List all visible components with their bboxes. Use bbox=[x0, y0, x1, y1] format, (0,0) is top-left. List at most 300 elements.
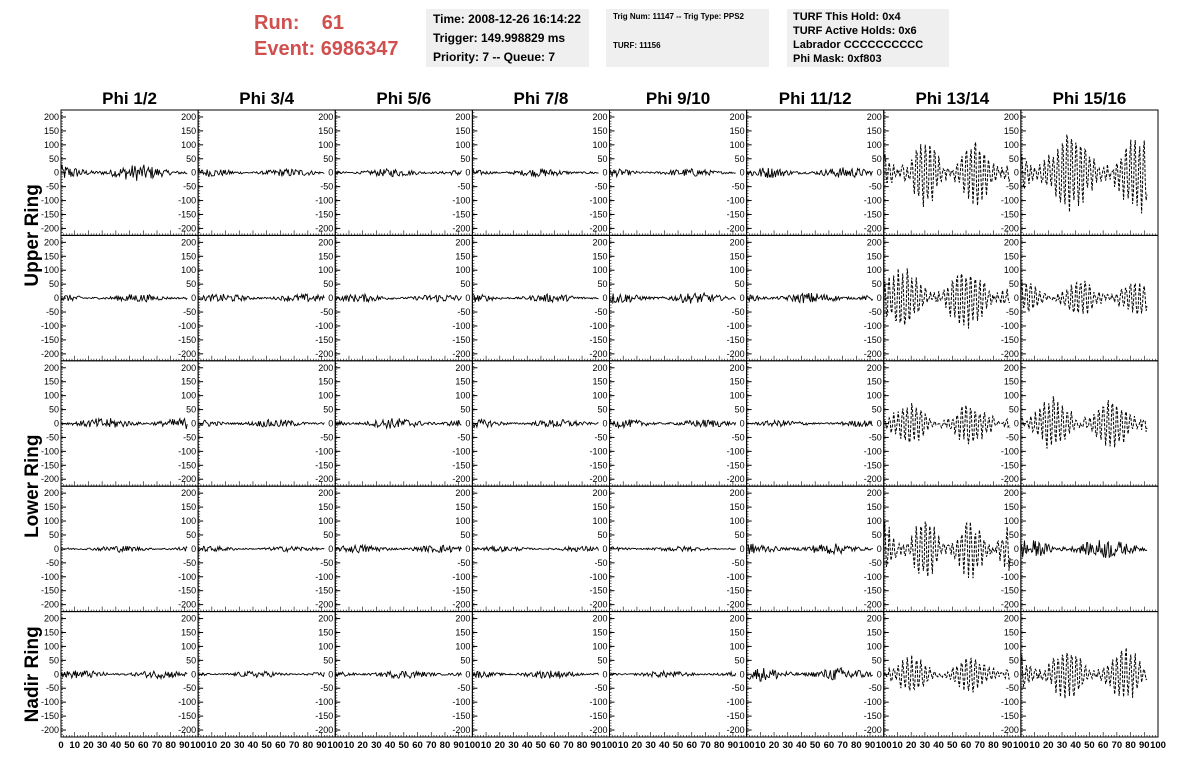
waveform-trace bbox=[198, 294, 324, 302]
x-tick-label: 80 bbox=[439, 740, 451, 751]
y-tick-label: -200 bbox=[315, 223, 334, 234]
y-tick-label: -50 bbox=[594, 307, 608, 318]
y-tick-label: 0 bbox=[1013, 669, 1019, 680]
y-tick-label: 100 bbox=[455, 641, 471, 652]
y-tick-label: 50 bbox=[460, 404, 471, 415]
y-tick-label: -200 bbox=[726, 223, 745, 234]
y-tick-label: -150 bbox=[863, 585, 882, 596]
column-header: Phi 7/8 bbox=[513, 89, 569, 108]
y-tick-label: 150 bbox=[455, 627, 471, 638]
y-tick-label: -150 bbox=[315, 209, 334, 220]
x-tick-label: 50 bbox=[947, 740, 958, 751]
y-tick-label: 200 bbox=[592, 613, 608, 624]
y-tick-label: 50 bbox=[460, 279, 471, 290]
y-tick-label: 50 bbox=[734, 655, 745, 666]
waveform-trace bbox=[198, 671, 324, 677]
y-tick-label: 50 bbox=[871, 404, 882, 415]
y-tick-label: 150 bbox=[181, 125, 197, 136]
waveform-trace bbox=[61, 546, 187, 552]
y-tick-label: 100 bbox=[1003, 641, 1019, 652]
x-tick-label: 70 bbox=[1111, 740, 1123, 751]
y-tick-label: 200 bbox=[43, 111, 59, 122]
x-tick-label: 90 bbox=[179, 740, 190, 751]
x-tick-label: 90 bbox=[1001, 740, 1013, 751]
waveform-trace bbox=[335, 671, 461, 678]
run-label: Run: bbox=[254, 12, 300, 34]
x-tick-label: 30 bbox=[371, 740, 382, 751]
waveform-panel bbox=[452, 486, 609, 611]
x-tick-label: 10 bbox=[617, 740, 629, 751]
y-tick-label: 100 bbox=[729, 641, 745, 652]
y-tick-label: 50 bbox=[734, 279, 745, 290]
waveform-trace bbox=[884, 403, 1010, 444]
y-tick-label: -50 bbox=[457, 557, 471, 568]
y-tick-label: -100 bbox=[863, 446, 882, 457]
y-tick-label: -150 bbox=[1000, 460, 1019, 471]
y-tick-label: 0 bbox=[876, 669, 882, 680]
y-tick-label: -200 bbox=[40, 599, 59, 610]
waveform-trace bbox=[472, 420, 598, 428]
x-tick-label: 80 bbox=[1125, 740, 1136, 751]
y-tick-label: 50 bbox=[734, 404, 745, 415]
waveform-panel bbox=[452, 110, 609, 235]
y-tick-label: -50 bbox=[594, 683, 608, 694]
y-tick-label: 150 bbox=[866, 125, 882, 136]
y-tick-label: -50 bbox=[868, 557, 882, 568]
y-tick-label: -50 bbox=[1005, 307, 1019, 318]
y-tick-label: 150 bbox=[43, 251, 59, 262]
y-tick-label: 200 bbox=[43, 362, 59, 373]
y-tick-label: -150 bbox=[726, 460, 745, 471]
y-tick-label: 50 bbox=[1008, 279, 1019, 290]
waveform-trace bbox=[610, 671, 736, 677]
y-tick-label: 50 bbox=[48, 655, 59, 666]
y-tick-label: 50 bbox=[323, 655, 334, 666]
waveform-trace bbox=[61, 165, 187, 181]
y-tick-label: 200 bbox=[866, 613, 882, 624]
y-tick-label: -200 bbox=[178, 599, 197, 610]
y-tick-label: 100 bbox=[318, 139, 334, 150]
x-tick-label: 60 bbox=[549, 740, 560, 751]
y-tick-label: 100 bbox=[43, 516, 59, 527]
y-tick-label: -100 bbox=[315, 195, 334, 206]
y-tick-label: -100 bbox=[178, 320, 197, 331]
y-tick-label: -50 bbox=[45, 683, 59, 694]
y-tick-label: 100 bbox=[318, 390, 334, 401]
y-tick-label: 0 bbox=[876, 418, 882, 429]
y-tick-label: 200 bbox=[729, 237, 745, 248]
y-tick-label: -150 bbox=[178, 711, 197, 722]
y-tick-label: 100 bbox=[181, 265, 197, 276]
y-tick-label: 50 bbox=[323, 404, 334, 415]
x-tick-label: 70 bbox=[288, 740, 300, 751]
y-tick-label: 100 bbox=[592, 265, 608, 276]
y-tick-label: -100 bbox=[315, 571, 334, 582]
waveform-trace bbox=[884, 655, 1010, 692]
x-tick-label: 90 bbox=[316, 740, 327, 751]
waveform-panel bbox=[1001, 612, 1158, 737]
x-tick-label: 10 bbox=[755, 740, 766, 751]
y-tick-label: -200 bbox=[589, 474, 608, 485]
waveform-trace bbox=[610, 420, 736, 428]
y-tick-label: 200 bbox=[318, 613, 334, 624]
y-tick-label: 100 bbox=[866, 139, 882, 150]
y-tick-label: 0 bbox=[465, 293, 471, 304]
y-tick-label: 150 bbox=[866, 502, 882, 513]
x-tick-label: 40 bbox=[659, 740, 670, 751]
y-tick-label: 200 bbox=[181, 362, 197, 373]
y-tick-label: 50 bbox=[186, 404, 197, 415]
y-tick-label: 0 bbox=[53, 543, 59, 554]
x-tick-label: 100 bbox=[327, 740, 344, 751]
waveform-trace bbox=[1021, 280, 1147, 314]
y-tick-label: -150 bbox=[315, 711, 334, 722]
x-tick-label: 80 bbox=[988, 740, 999, 751]
y-tick-label: -150 bbox=[315, 460, 334, 471]
y-tick-label: -200 bbox=[863, 599, 882, 610]
x-tick-label: 30 bbox=[919, 740, 931, 751]
y-tick-label: 200 bbox=[181, 111, 197, 122]
y-tick-label: 200 bbox=[455, 111, 471, 122]
y-tick-label: -150 bbox=[726, 209, 745, 220]
y-tick-label: -100 bbox=[589, 571, 608, 582]
x-tick-label: 40 bbox=[110, 740, 122, 751]
waveform-panel bbox=[864, 361, 1021, 486]
y-tick-label: -150 bbox=[1000, 334, 1019, 345]
y-tick-label: 50 bbox=[323, 529, 334, 540]
waveform-trace bbox=[61, 418, 187, 429]
y-tick-label: -200 bbox=[726, 474, 745, 485]
waveform-panel bbox=[864, 612, 1021, 737]
y-tick-label: 200 bbox=[318, 111, 334, 122]
waveform-trace bbox=[472, 546, 598, 551]
y-tick-label: 50 bbox=[186, 529, 197, 540]
y-tick-label: -100 bbox=[452, 320, 471, 331]
waveform-trace bbox=[1021, 540, 1147, 558]
x-tick-label: 90 bbox=[727, 740, 739, 751]
waveform-panel bbox=[41, 486, 198, 611]
y-tick-label: 0 bbox=[53, 669, 59, 680]
y-tick-label: 0 bbox=[876, 543, 882, 554]
column-header: Phi 1/2 bbox=[102, 89, 157, 108]
waveform-trace bbox=[747, 293, 873, 303]
y-tick-label: -150 bbox=[40, 334, 59, 345]
x-tick-label: 10 bbox=[206, 740, 218, 751]
y-tick-label: -50 bbox=[731, 683, 745, 694]
x-tick-label: 20 bbox=[1043, 740, 1054, 751]
y-tick-label: 200 bbox=[181, 237, 197, 248]
y-tick-label: -200 bbox=[452, 474, 471, 485]
y-tick-label: -150 bbox=[1000, 711, 1019, 722]
y-tick-label: -100 bbox=[726, 697, 745, 708]
y-tick-label: 0 bbox=[53, 293, 59, 304]
waveform-trace bbox=[472, 294, 598, 302]
x-tick-label: 60 bbox=[1097, 740, 1109, 751]
waveform-trace bbox=[472, 671, 598, 679]
y-tick-label: -100 bbox=[40, 195, 59, 206]
row-label: Lower Ring bbox=[22, 434, 43, 538]
waveform-trace bbox=[198, 169, 324, 177]
y-tick-label: -200 bbox=[589, 223, 608, 234]
y-tick-label: 150 bbox=[729, 376, 745, 387]
y-tick-label: 150 bbox=[455, 125, 471, 136]
y-tick-label: 200 bbox=[1003, 488, 1019, 499]
x-tick-label: 60 bbox=[823, 740, 835, 751]
y-tick-label: -200 bbox=[452, 725, 471, 736]
x-tick-label: 40 bbox=[247, 740, 259, 751]
y-tick-label: 150 bbox=[455, 251, 471, 262]
x-tick-label: 50 bbox=[809, 740, 821, 751]
waveform-panel bbox=[589, 110, 746, 235]
y-tick-label: 50 bbox=[597, 529, 608, 540]
y-tick-label: 50 bbox=[734, 153, 745, 164]
y-tick-label: -50 bbox=[320, 181, 334, 192]
x-tick-label: 30 bbox=[1056, 740, 1068, 751]
turf-text: TURF: 11156 bbox=[613, 41, 661, 50]
y-tick-label: -150 bbox=[315, 585, 334, 596]
y-tick-label: 50 bbox=[871, 529, 882, 540]
y-tick-label: 0 bbox=[191, 167, 197, 178]
y-tick-label: 200 bbox=[1003, 111, 1019, 122]
y-tick-label: 50 bbox=[186, 153, 197, 164]
x-tick-label: 70 bbox=[837, 740, 848, 751]
y-tick-label: -200 bbox=[40, 348, 59, 359]
y-tick-label: 50 bbox=[48, 404, 59, 415]
y-tick-label: 150 bbox=[1003, 627, 1019, 638]
y-tick-label: 50 bbox=[1008, 153, 1019, 164]
y-tick-label: 0 bbox=[328, 669, 334, 680]
y-tick-label: -200 bbox=[589, 348, 608, 359]
y-tick-label: -200 bbox=[863, 348, 882, 359]
x-tick-label: 50 bbox=[261, 740, 272, 751]
y-tick-label: -50 bbox=[1005, 432, 1019, 443]
y-tick-label: 50 bbox=[48, 279, 59, 290]
x-tick-label: 80 bbox=[302, 740, 314, 751]
waveform-trace bbox=[335, 169, 461, 177]
y-tick-label: -150 bbox=[178, 460, 197, 471]
row-label: Nadir Ring bbox=[22, 626, 43, 723]
y-tick-label: -200 bbox=[178, 474, 197, 485]
x-tick-label: 10 bbox=[69, 740, 81, 751]
y-tick-label: 50 bbox=[871, 279, 882, 290]
waveform-panel bbox=[41, 612, 198, 737]
y-tick-label: -150 bbox=[452, 711, 471, 722]
y-tick-label: 0 bbox=[328, 293, 334, 304]
y-tick-label: 0 bbox=[876, 293, 882, 304]
y-tick-label: 150 bbox=[729, 251, 745, 262]
x-tick-label: 100 bbox=[190, 740, 207, 751]
event-label: Event: bbox=[254, 38, 316, 60]
panel-frame bbox=[1021, 235, 1158, 360]
waveform-trace bbox=[335, 418, 461, 428]
y-tick-label: 100 bbox=[729, 139, 745, 150]
y-tick-label: 150 bbox=[592, 502, 608, 513]
y-tick-label: 0 bbox=[602, 293, 608, 304]
waveform-panel bbox=[178, 612, 335, 737]
y-tick-label: -100 bbox=[178, 195, 197, 206]
x-tick-label: 100 bbox=[464, 740, 481, 751]
y-tick-label: 200 bbox=[592, 111, 608, 122]
y-tick-label: 100 bbox=[1003, 265, 1019, 276]
turf-active-text: TURF Active Holds: 0x6 bbox=[793, 25, 917, 37]
x-tick-label: 10 bbox=[343, 740, 355, 751]
waveform-trace bbox=[884, 142, 1010, 207]
y-tick-label: -50 bbox=[1005, 683, 1019, 694]
column-header: Phi 11/12 bbox=[778, 89, 852, 108]
y-tick-label: -200 bbox=[1000, 223, 1019, 234]
y-tick-label: -150 bbox=[178, 334, 197, 345]
waveform-trace bbox=[610, 546, 736, 551]
x-tick-label: 50 bbox=[535, 740, 547, 751]
y-tick-label: -100 bbox=[726, 195, 745, 206]
waveform-panel bbox=[727, 612, 884, 737]
y-tick-label: -200 bbox=[1000, 348, 1019, 359]
y-tick-label: 200 bbox=[866, 488, 882, 499]
y-tick-label: 0 bbox=[191, 669, 197, 680]
y-tick-label: 100 bbox=[866, 390, 882, 401]
y-tick-label: 200 bbox=[1003, 237, 1019, 248]
y-tick-label: -200 bbox=[452, 348, 471, 359]
y-tick-label: -50 bbox=[183, 683, 197, 694]
panel-frame bbox=[1021, 612, 1158, 737]
waveform-trace bbox=[198, 420, 324, 427]
y-tick-label: -100 bbox=[452, 446, 471, 457]
y-tick-label: 50 bbox=[871, 655, 882, 666]
x-tick-label: 40 bbox=[521, 740, 533, 751]
y-tick-label: -100 bbox=[40, 571, 59, 582]
y-tick-label: 150 bbox=[729, 502, 745, 513]
y-tick-label: -50 bbox=[868, 432, 882, 443]
y-tick-label: 150 bbox=[318, 502, 334, 513]
y-tick-label: -50 bbox=[457, 181, 471, 192]
y-tick-label: -150 bbox=[1000, 585, 1019, 596]
y-tick-label: 0 bbox=[465, 167, 471, 178]
waveform-trace bbox=[61, 671, 187, 679]
y-tick-label: -150 bbox=[863, 209, 882, 220]
x-tick-label: 80 bbox=[165, 740, 176, 751]
y-tick-label: -100 bbox=[589, 195, 608, 206]
y-tick-label: 150 bbox=[181, 627, 197, 638]
y-tick-label: 0 bbox=[602, 167, 608, 178]
waveform-trace bbox=[884, 522, 1010, 579]
y-tick-label: -150 bbox=[589, 209, 608, 220]
y-tick-label: 0 bbox=[328, 543, 334, 554]
x-tick-label: 60 bbox=[960, 740, 972, 751]
y-tick-label: -50 bbox=[731, 307, 745, 318]
waveform-panel bbox=[41, 361, 198, 486]
y-tick-label: 150 bbox=[1003, 376, 1019, 387]
y-tick-label: -150 bbox=[589, 334, 608, 345]
y-tick-label: 200 bbox=[592, 237, 608, 248]
y-tick-label: 50 bbox=[186, 655, 197, 666]
y-tick-label: -200 bbox=[726, 599, 745, 610]
y-tick-label: 0 bbox=[739, 418, 745, 429]
waveform-panel bbox=[589, 612, 746, 737]
waveform-panel bbox=[1001, 235, 1158, 360]
x-tick-label: 70 bbox=[151, 740, 163, 751]
y-tick-label: 100 bbox=[592, 139, 608, 150]
y-tick-label: -150 bbox=[589, 585, 608, 596]
x-tick-label: 30 bbox=[508, 740, 519, 751]
time-text: Time: 2008-12-26 16:14:22 bbox=[433, 12, 581, 26]
y-tick-label: 50 bbox=[597, 279, 608, 290]
y-tick-label: 150 bbox=[318, 376, 334, 387]
waveform-panel bbox=[178, 235, 335, 360]
waveform-panel bbox=[589, 486, 746, 611]
y-tick-label: -100 bbox=[863, 320, 882, 331]
y-tick-label: -200 bbox=[178, 348, 197, 359]
y-tick-label: 200 bbox=[43, 613, 59, 624]
y-tick-label: -150 bbox=[452, 209, 471, 220]
y-tick-label: -100 bbox=[1000, 697, 1019, 708]
y-tick-label: 50 bbox=[48, 153, 59, 164]
y-tick-label: -100 bbox=[589, 320, 608, 331]
waveform-panel bbox=[178, 110, 335, 235]
y-tick-label: 0 bbox=[328, 418, 334, 429]
y-tick-label: -200 bbox=[40, 725, 59, 736]
waveform-panel bbox=[1001, 486, 1158, 611]
waveform-trace bbox=[198, 546, 324, 551]
y-tick-label: 100 bbox=[729, 390, 745, 401]
y-tick-label: -200 bbox=[589, 725, 608, 736]
y-tick-label: -100 bbox=[40, 697, 59, 708]
waveform-panel bbox=[589, 235, 746, 360]
y-tick-label: -150 bbox=[178, 209, 197, 220]
waveform-trace bbox=[472, 169, 598, 177]
y-tick-label: 200 bbox=[181, 613, 197, 624]
y-tick-label: 100 bbox=[592, 641, 608, 652]
panel-frame bbox=[1021, 110, 1158, 235]
x-tick-label: 80 bbox=[576, 740, 588, 751]
y-tick-label: 0 bbox=[191, 543, 197, 554]
y-tick-label: -100 bbox=[452, 571, 471, 582]
y-tick-label: -50 bbox=[183, 181, 197, 192]
y-tick-label: -50 bbox=[457, 683, 471, 694]
x-tick-label: 30 bbox=[645, 740, 656, 751]
x-tick-label: 90 bbox=[864, 740, 876, 751]
waveform-panel bbox=[41, 110, 198, 235]
x-tick-label: 60 bbox=[275, 740, 286, 751]
y-tick-label: 0 bbox=[53, 167, 59, 178]
waveform-trace bbox=[1021, 648, 1147, 699]
y-tick-label: 150 bbox=[729, 125, 745, 136]
y-tick-label: -50 bbox=[457, 432, 471, 443]
y-tick-label: 0 bbox=[876, 167, 882, 178]
waveform-trace bbox=[884, 268, 1010, 328]
y-tick-label: 100 bbox=[181, 139, 197, 150]
y-tick-label: 0 bbox=[191, 293, 197, 304]
y-tick-label: 100 bbox=[181, 641, 197, 652]
y-tick-label: -100 bbox=[315, 320, 334, 331]
y-tick-label: -200 bbox=[726, 725, 745, 736]
y-tick-label: -100 bbox=[40, 320, 59, 331]
y-tick-label: -150 bbox=[726, 711, 745, 722]
waveform-panel bbox=[864, 486, 1021, 611]
y-tick-label: 200 bbox=[1003, 362, 1019, 373]
x-tick-label: 90 bbox=[1138, 740, 1150, 751]
x-tick-label: 90 bbox=[590, 740, 602, 751]
y-tick-label: 150 bbox=[181, 502, 197, 513]
waveform-panel bbox=[315, 361, 472, 486]
y-tick-label: -50 bbox=[1005, 557, 1019, 568]
x-tick-label: 100 bbox=[601, 740, 618, 751]
y-tick-label: -200 bbox=[178, 725, 197, 736]
waveform-trace bbox=[335, 294, 461, 302]
x-tick-label: 50 bbox=[398, 740, 410, 751]
y-tick-label: 50 bbox=[597, 655, 608, 666]
y-tick-label: 0 bbox=[465, 418, 471, 429]
y-tick-label: 100 bbox=[43, 390, 59, 401]
